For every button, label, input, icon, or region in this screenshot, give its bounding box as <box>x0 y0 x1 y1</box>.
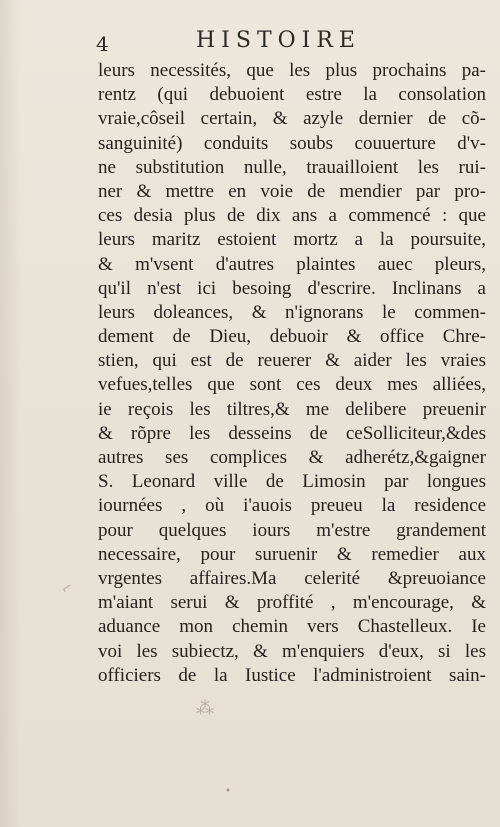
text-line: vrgentes affaires.Ma celerité &preuoiance <box>98 567 486 589</box>
running-head <box>96 28 486 58</box>
running-title: HISTOIRE <box>196 28 361 53</box>
text-line: S. Leonard ville de Limosin par longues <box>98 471 486 493</box>
text-line: autres ses complices & adherétz,&gaigner <box>98 447 486 468</box>
text-line: leurs maritz estoient mortz a la poursuite, <box>98 229 486 251</box>
text-line: voi les subiectz, & m'enquiers d'eux, si les <box>98 640 486 662</box>
bleed-through-ornament: ⁂ <box>196 698 224 719</box>
text-line: iournées , où i'auois preueu la residence <box>98 495 486 517</box>
text-line: necessaire, pour suruenir & remedier aux <box>98 543 486 565</box>
text-line: dement de Dieu, debuoir & office Chre- <box>98 326 486 348</box>
text-line: leurs necessités, que les plus prochains pa- <box>98 60 486 81</box>
text-line: & m'vsent d'autres plaintes auec pleurs, <box>98 253 486 275</box>
text-line: ne substitution nulle, trauailloient les rui- <box>98 156 486 178</box>
text-line: officiers de la Iustice l'administroient sain- <box>98 664 486 686</box>
paper-mark: • <box>225 786 231 797</box>
page-number: 4 <box>96 32 109 56</box>
text-line: ces desia plus de dix ans a commencé : que <box>98 205 486 227</box>
text-line: leurs doleances, & n'ignorans le commen- <box>98 301 486 323</box>
text-line: & rõpre les desseins de ceSolliciteur,&des <box>98 422 486 444</box>
text-line: vefues,telles que sont ces deux mes alliées, <box>98 374 486 396</box>
text-line: pour quelques iours m'estre grandement <box>98 519 486 541</box>
body-text <box>98 59 486 688</box>
text-line: vraie,côseil certain, & azyle dernier de cõ- <box>98 108 486 130</box>
text-line: qu'il n'est ici besoing d'escrire. Inclinans a <box>98 277 486 299</box>
text-line: ner & mettre en voie de mendier par pro- <box>98 180 486 202</box>
page-gutter-shadow <box>0 0 22 827</box>
text-line: ie reçois les tiltres,& me delibere preuenir <box>98 398 486 420</box>
text-line: m'aiant serui & proffité , m'encourage, & <box>98 592 486 614</box>
text-line: aduance mon chemin vers Chastelleux. Ie <box>98 616 486 638</box>
text-line: sanguinité) conduits soubs couuerture d'v- <box>98 132 486 154</box>
text-line: stien, qui est de reuerer & aider les vraies <box>98 350 486 372</box>
text-line: rentz (qui debuoient estre la consolation <box>98 84 486 106</box>
margin-mark: ⌐ <box>58 579 77 598</box>
